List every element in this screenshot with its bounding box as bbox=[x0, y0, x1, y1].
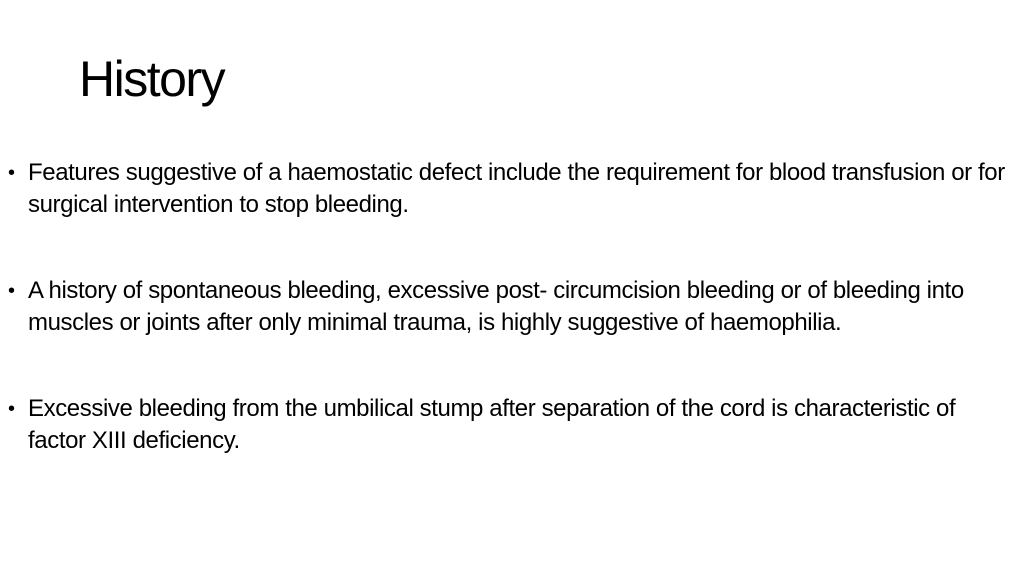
bullet-list bbox=[0, 157, 1010, 457]
bullet-text: Excessive bleeding from the umbilical stump after separation of the cord is characteristic of factor XIII deficiency. bbox=[28, 395, 956, 454]
bullet-icon: • bbox=[8, 280, 15, 302]
slide-title: History bbox=[79, 51, 225, 107]
bullet-icon: • bbox=[8, 162, 15, 184]
bullet-item bbox=[0, 275, 1010, 339]
bullet-icon: • bbox=[8, 398, 15, 420]
bullet-item bbox=[0, 393, 1010, 457]
bullet-text: A history of spontaneous bleeding, excessive post- circumcision bleeding or of bleeding into muscles or joints after only minimal trauma, is highly suggestive of haemophilia. bbox=[28, 277, 964, 336]
bullet-item bbox=[0, 157, 1010, 221]
bullet-text: Features suggestive of a haemostatic defect include the requirement for blood transfusion or for surgical intervention to stop bleeding. bbox=[28, 159, 1005, 218]
